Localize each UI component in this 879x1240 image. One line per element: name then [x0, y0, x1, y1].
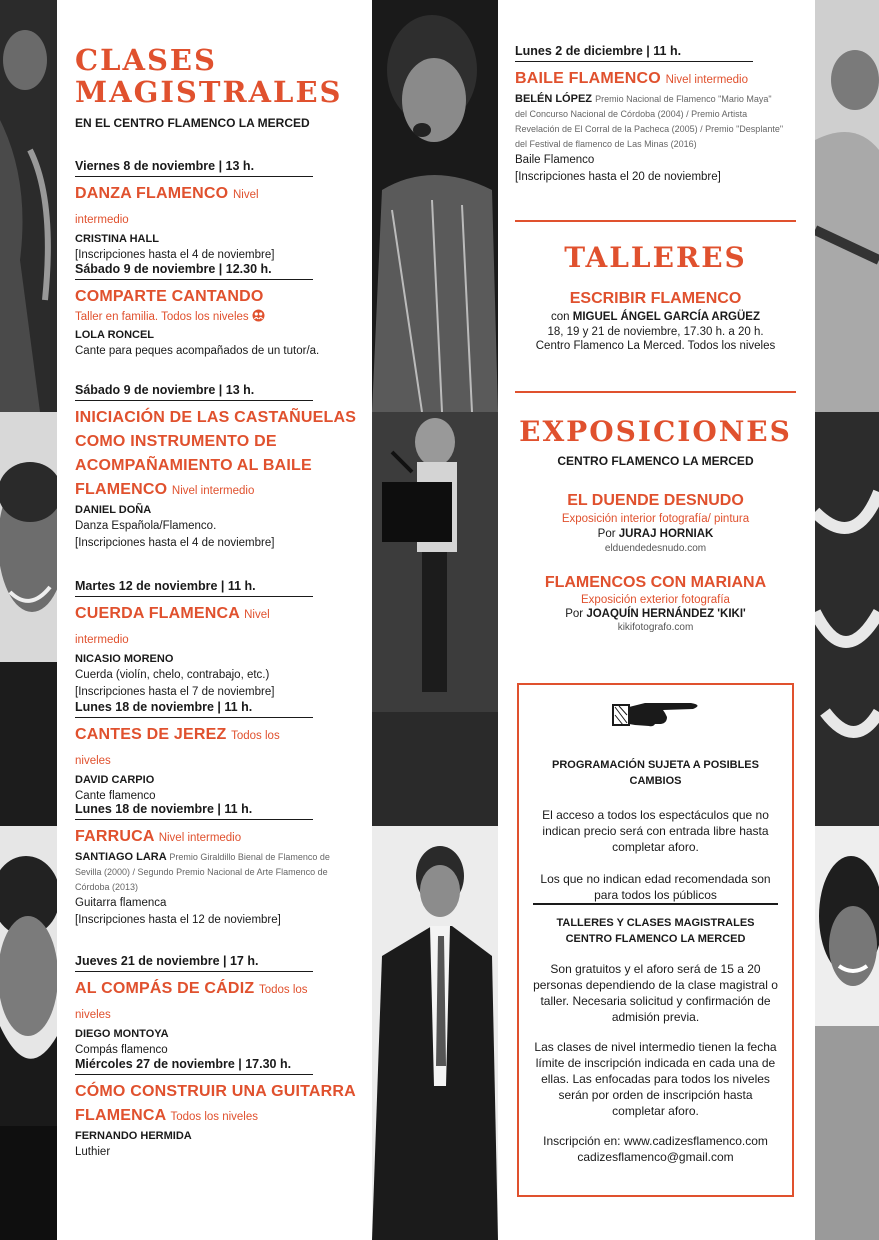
exhibition-web[interactable]: kikifotografo.com — [617, 622, 694, 633]
event-teacher: CRISTINA HALL — [75, 233, 159, 245]
event-title-line: ACOMPAÑAMIENTO AL BAILE — [75, 457, 312, 474]
exposiciones-title: EXPOSICIONES — [519, 415, 792, 448]
event-detail: Compás flamenco — [75, 1044, 168, 1056]
talleres-title: TALLERES — [564, 241, 747, 274]
photo-dancer-skirt-right — [815, 412, 879, 826]
notice-paragraph: Son gratuitos y el aforo será de 15 a 20 personas dependiendo de la clase magistral o taller. Necesaria solicitud y confirmación de admisión previa. — [533, 962, 778, 1024]
exhibition-desc: Exposición exterior fotografía — [581, 594, 730, 606]
photo-singer-woman-center — [372, 0, 498, 412]
event-detail: Cante flamenco — [75, 790, 156, 802]
workshop-venue: Centro Flamenco La Merced. Todos los niveles — [535, 340, 776, 352]
event-level: Todos los niveles — [75, 730, 280, 767]
event-title: FLAMENCO — [75, 481, 168, 498]
event-date: Sábado 9 de noviembre | 13 h. — [75, 383, 313, 401]
event-title: BAILE FLAMENCO — [515, 70, 661, 87]
event-title: FLAMENCA — [75, 1107, 166, 1124]
event-farruca — [75, 802, 345, 929]
event-level: Nivel intermedio — [665, 74, 749, 86]
event-date: Lunes 2 de diciembre | 11 h. — [515, 44, 753, 62]
event-date: Miércoles 27 de noviembre | 17.30 h. — [75, 1057, 313, 1075]
event-baile-flamenco — [515, 44, 785, 186]
event-detail: [Inscripciones hasta el 7 de noviembre] — [75, 686, 275, 698]
event-level: Nivel intermedio — [171, 485, 255, 497]
event-teacher: FERNANDO HERMIDA — [75, 1130, 192, 1142]
event-detail: [Inscripciones hasta el 20 de noviembre] — [515, 171, 721, 183]
event-teacher: NICASIO MORENO — [75, 653, 174, 665]
exhibition-title: FLAMENCOS CON MARIANA — [544, 574, 767, 591]
divider — [515, 391, 796, 393]
event-title-line: COMO INSTRUMENTO DE — [75, 433, 277, 450]
event-detail: Cante para peques acompañados de un tutor/a. — [75, 345, 320, 357]
notice-heading: TALLERES Y CLASES MAGISTRALES CENTRO FLAMENCO LA MERCED — [556, 917, 755, 945]
notice-divider — [533, 903, 778, 905]
event-date: Lunes 18 de noviembre | 11 h. — [75, 802, 313, 820]
photo-singer-mic-center — [372, 412, 498, 826]
event-level: Nivel intermedio — [75, 189, 259, 226]
event-date: Martes 12 de noviembre | 11 h. — [75, 579, 313, 597]
exhibition-title: EL DUENDE DESNUDO — [567, 492, 744, 509]
event-title: DANZA FLAMENCO — [75, 185, 229, 202]
event-teacher: BELÉN LÓPEZ — [515, 93, 593, 105]
talleres-section — [515, 240, 796, 352]
notice-heading: PROGRAMACIÓN SUJETA A POSIBLES CAMBIOS — [552, 759, 759, 787]
event-title: CUERDA FLAMENCA — [75, 605, 240, 622]
exhibition-web[interactable]: elduendedesnudo.com — [604, 543, 707, 554]
exhibition-item — [515, 574, 796, 633]
event-title-line: CÓMO CONSTRUIR UNA GUITARRA — [75, 1083, 356, 1100]
exhibition-item — [515, 492, 796, 554]
event-construir-guitarra — [75, 1057, 365, 1161]
event-detail: Baile Flamenco — [515, 154, 595, 166]
event-teacher: DAVID CARPIO — [75, 774, 155, 786]
event-detail: Luthier — [75, 1146, 111, 1158]
workshop-schedule: 18, 19 y 21 de noviembre, 17.30 h. a 20 h. — [547, 326, 764, 338]
event-award: Premio Nacional de Flamenco "Mario Maya" del Concurso Nacional de Córdoba (2004) / Premio Artista Revelación de El Corral de la Pacheca (2005) / Premio "Desplante" del Festival de flamenco de Las Minas (2016) — [515, 94, 784, 149]
event-level: Nivel intermedio — [158, 832, 242, 844]
event-title: CANTES DE JEREZ — [75, 726, 227, 743]
event-danza-flamenco — [75, 159, 315, 264]
notice-link[interactable]: Inscripción en: www.cadizesflamenco.com — [543, 1134, 768, 1148]
notice-paragraph: Los que no indican edad recomendada son para todos los públicos — [540, 872, 771, 902]
notice-box — [517, 683, 794, 1197]
exposiciones-subtitle: CENTRO FLAMENCO LA MERCED — [557, 454, 754, 468]
event-cuerda-flamenca — [75, 579, 315, 701]
exhibition-by-prefix: Por — [597, 528, 616, 540]
event-detail: [Inscripciones hasta el 12 de noviembre] — [75, 914, 281, 926]
workshop-title: ESCRIBIR FLAMENCO — [569, 290, 742, 307]
event-detail: [Inscripciones hasta el 4 de noviembre] — [75, 249, 275, 261]
event-date: Viernes 8 de noviembre | 13 h. — [75, 159, 313, 177]
event-teacher: DANIEL DOÑA — [75, 504, 152, 516]
event-comparte-cantando — [75, 262, 320, 360]
photo-woman-smile-right — [815, 826, 879, 1240]
event-level: Nivel intermedio — [75, 609, 270, 646]
event-detail: Guitarra flamenca — [75, 897, 167, 909]
event-detail: [Inscripciones hasta el 4 de noviembre] — [75, 537, 275, 549]
event-title: FARRUCA — [75, 828, 155, 845]
notice-email[interactable]: cadizesflamenco@gmail.com — [577, 1150, 734, 1164]
exhibition-author: JURAJ HORNIAK — [618, 528, 714, 540]
event-teacher: LOLA RONCEL — [75, 329, 155, 341]
clases-subtitle: EN EL CENTRO FLAMENCO LA MERCED — [75, 116, 310, 130]
event-date: Jueves 21 de noviembre | 17 h. — [75, 954, 313, 972]
photo-bearded-man-left — [0, 826, 57, 1240]
exhibition-desc: Exposición interior fotografía/ pintura — [561, 513, 750, 525]
event-teacher: SANTIAGO LARA — [75, 851, 167, 863]
workshop-with-prefix: con — [551, 311, 570, 323]
family-icon — [252, 309, 265, 322]
exhibition-author: JOAQUÍN HERNÁNDEZ 'KIKI' — [586, 608, 746, 620]
event-date: Sábado 9 de noviembre | 12.30 h. — [75, 262, 313, 280]
photo-guitarist-right — [815, 0, 879, 412]
event-date: Lunes 18 de noviembre | 11 h. — [75, 700, 313, 718]
photo-man-suit-center — [372, 826, 498, 1240]
clases-title: CLASES MAGISTRALES — [75, 43, 343, 109]
event-teacher: DIEGO MONTOYA — [75, 1028, 169, 1040]
notice-paragraph: Las clases de nivel intermedio tienen la fecha límite de inscripción indicada en cada una de ellas. Las enfocadas para todos los niveles serán por orden de inscripción hasta completar aforo. — [534, 1040, 777, 1118]
event-title: AL COMPÁS DE CÁDIZ — [75, 980, 255, 997]
event-detail: Danza Española/Flamenco. — [75, 520, 217, 532]
event-title: COMPARTE CANTANDO — [75, 288, 264, 305]
event-level: Taller en familia. Todos los niveles — [75, 311, 249, 323]
photo-singer-man-left — [0, 412, 57, 826]
exposiciones-section — [515, 414, 796, 633]
event-castanuelas — [75, 383, 365, 552]
event-level: Todos los niveles — [170, 1111, 259, 1123]
event-cantes-jerez — [75, 700, 315, 805]
event-detail: Cuerda (violín, chelo, contrabajo, etc.) — [75, 669, 270, 681]
event-title-line: INICIACIÓN DE LAS CASTAÑUELAS — [75, 409, 357, 426]
event-level: Todos los niveles — [75, 984, 308, 1021]
notice-paragraph: El acceso a todos los espectáculos que no indican precio será con entrada libre hasta completar aforo. — [542, 808, 769, 854]
workshop-teacher: MIGUEL ÁNGEL GARCÍA ARGÜEZ — [572, 311, 760, 323]
divider — [515, 220, 796, 222]
pointing-hand-icon — [611, 697, 707, 731]
photo-dancer-left — [0, 0, 57, 412]
event-award: Premio Giraldillo Bienal de Flamenco de Sevilla (2000) / Segundo Premio Nacional de Arte Flamenco de Córdoba (2013) — [75, 852, 330, 892]
event-compas-cadiz — [75, 954, 315, 1059]
exhibition-by-prefix: Por — [565, 608, 584, 620]
